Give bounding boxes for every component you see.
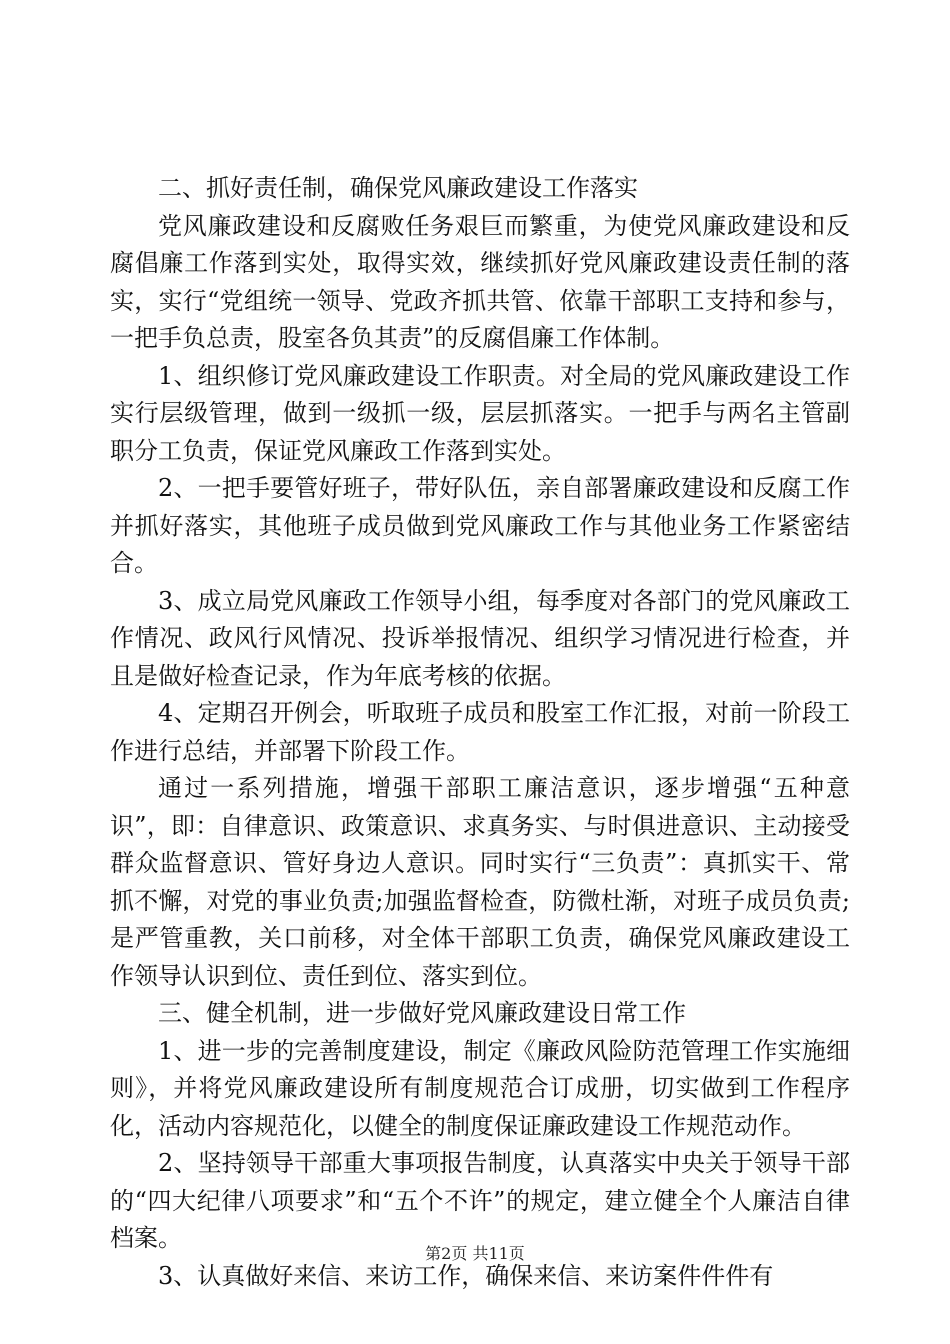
paragraph: 2、坚持领导干部重大事项报告制度，认真落实中央关于领导干部的“四大纪律八项要求”和“五个不许”的规定，建立健全个人廉洁自律档案。 — [110, 1149, 850, 1252]
page-footer: 第2页 共11页 — [425, 1244, 525, 1263]
paragraph: 4、定期召开例会，听取班子成员和股室工作汇报，对前一阶段工作进行总结，并部署下阶段工作。 — [110, 699, 850, 765]
paragraph: 党风廉政建设和反腐败任务艰巨而繁重，为使党风廉政建设和反腐倡廉工作落到实处，取得实效，继续抓好党风廉政建设责任制的落实，实行“党组统一领导、党政齐抓共管、依靠干部职工支持和参与，一把手负总责，股室各负其责”的反腐倡廉工作体制。 — [110, 211, 850, 352]
paragraph: 2、一把手要管好班子，带好队伍，亲自部署廉政建设和反腐工作并抓好落实，其他班子成员做到党风廉政工作与其他业务工作紧密结合。 — [110, 474, 850, 577]
document-body — [110, 170, 850, 1295]
paragraph: 3、成立局党风廉政工作领导小组，每季度对各部门的党风廉政工作情况、政风行风情况、投诉举报情况、组织学习情况进行检查，并且是做好检查记录，作为年底考核的依据。 — [110, 586, 850, 690]
paragraph: 通过一系列措施，增强干部职工廉洁意识，逐步增强“五种意识”，即：自律意识、政策意识、求真务实、与时俱进意识、主动接受群众监督意识、管好身边人意识。同时实行“三负责”：真抓实干、常抓不懈，对党的事业负责;加强监督检查，防微杜渐，对班子成员负责;是严管重教，关口前移，对全体干部职工负责，确保党风廉政建设工作领导认识到位、责任到位、落实到位。 — [110, 774, 850, 990]
paragraph: 1、进一步的完善制度建设，制定《廉政风险防范管理工作实施细则》，并将党风廉政建设所有制度规范合订成册，切实做到工作程序化，活动内容规范化，以健全的制度保证廉政建设工作规范动作。 — [110, 1036, 850, 1140]
paragraph: 1、组织修订党风廉政建设工作职责。对全局的党风廉政建设工作实行层级管理，做到一级抓一级，层层抓落实。一把手与两名主管副职分工负责，保证党风廉政工作落到实处。 — [110, 361, 850, 465]
section-heading-3: 三、健全机制，进一步做好党风廉政建设日常工作 — [158, 999, 686, 1027]
paragraph: 3、认真做好来信、来访工作，确保来信、来访案件件件有 — [158, 1261, 774, 1290]
section-heading-2: 二、抓好责任制，确保党风廉政建设工作落实 — [158, 174, 638, 202]
